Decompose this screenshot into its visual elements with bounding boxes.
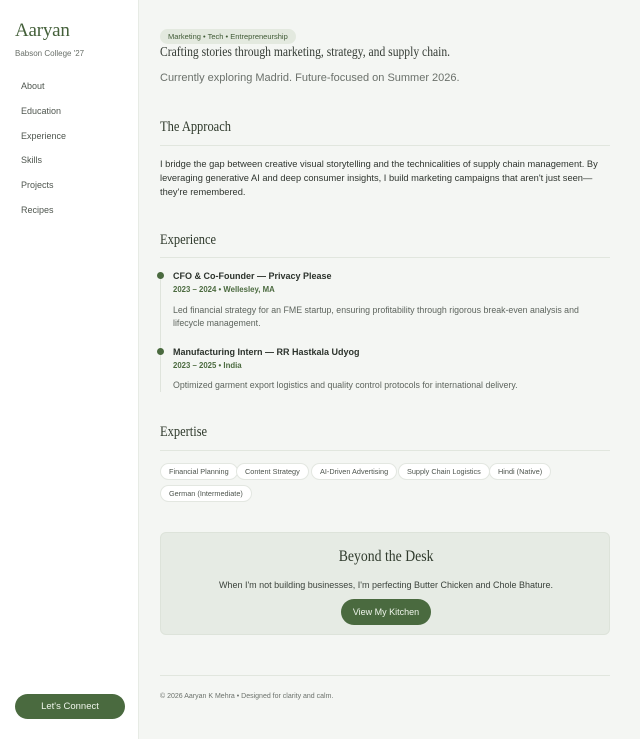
nav-item-skills[interactable]: Skills <box>21 155 43 166</box>
sidebar <box>0 0 139 739</box>
lets-connect-button[interactable]: Let's Connect <box>15 694 125 719</box>
nav-item-about[interactable]: About <box>21 81 45 91</box>
sidebar-nav <box>21 81 66 230</box>
job-title: Manufacturing Intern — RR Hastkala Udyog <box>173 347 360 357</box>
timeline-dot <box>157 348 164 355</box>
nav-item-experience[interactable]: Experience <box>21 130 67 141</box>
job-description: Led financial strategy for an FME startup, ensuring profitability through rigorous break-even analysis and lifecycle management. <box>173 305 579 328</box>
experience-divider <box>160 257 610 258</box>
skill-chip: Content Strategy <box>236 463 309 480</box>
skill-chip: AI-Driven Advertising <box>311 463 397 480</box>
experience-heading: Experience <box>160 232 217 248</box>
approach-text: I bridge the gap between creative visual storytelling and the technicalities of supply chain management. By leveraging generative AI and deep consumer insights, I build marketing campaigns that aren't just seen—they're remembered. <box>160 159 598 198</box>
nav-item-recipes[interactable]: Recipes <box>21 204 54 215</box>
skill-chip: German (Intermediate) <box>160 485 252 502</box>
view-kitchen-button[interactable]: View My Kitchen <box>341 599 431 625</box>
approach-divider <box>160 145 610 146</box>
job-description: Optimized garment export logistics and quality control protocols for international delivery. <box>173 380 518 390</box>
brand-name[interactable]: Aaryan <box>15 20 70 41</box>
expertise-heading: Expertise <box>160 424 208 440</box>
hero-tagline: Crafting stories through marketing, strategy, and supply chain. <box>160 44 451 59</box>
footer-text: © 2026 Aaryan K Mehra • Designed for clarity and calm. <box>160 693 334 700</box>
hero-status: Currently exploring Madrid. Future-focused on Summer 2026. <box>160 72 460 84</box>
expertise-divider <box>160 450 610 451</box>
beyond-desk-card <box>160 532 610 635</box>
footer-divider <box>160 675 610 676</box>
timeline-dot <box>157 272 164 279</box>
job-meta: 2023 – 2024 • Wellesley, MA <box>173 285 275 294</box>
approach-heading: The Approach <box>160 119 231 135</box>
beyond-desk-title: Beyond the Desk <box>338 548 434 565</box>
nav-item-projects[interactable]: Projects <box>21 180 54 191</box>
interests-badge: Marketing • Tech • Entrepreneurship <box>160 29 296 44</box>
beyond-desk-text: When I'm not building businesses, I'm perfecting Butter Chicken and Chole Bhature. <box>218 580 554 590</box>
skill-chip: Supply Chain Logistics <box>398 463 490 480</box>
skill-chip: Financial Planning <box>160 463 238 480</box>
timeline-line <box>160 276 161 392</box>
brand-subtitle: Babson College '27 <box>15 49 85 58</box>
job-title: CFO & Co-Founder — Privacy Please <box>173 271 332 281</box>
skill-chip: Hindi (Native) <box>489 463 551 480</box>
job-meta: 2023 – 2025 • India <box>173 361 242 370</box>
nav-item-education[interactable]: Education <box>21 105 62 116</box>
